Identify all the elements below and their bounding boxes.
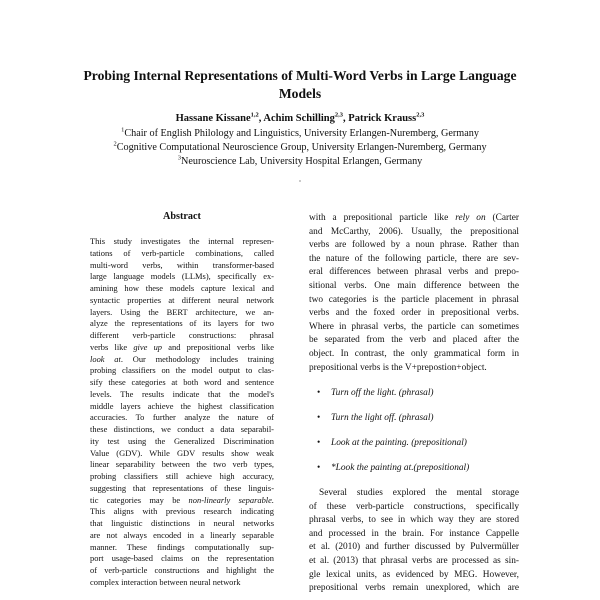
body-line: et al. (2010) and further discussed by Pulvermüller xyxy=(309,542,519,553)
abstract-line: are not always encoded in a linearly separable xyxy=(90,529,274,540)
abstract-line: large language models (LLMs), specifically ex- xyxy=(90,271,274,282)
body-line: phrasal verbs, to see in which way they are stored xyxy=(309,515,519,526)
title-line-2: Models xyxy=(278,86,322,101)
affiliation-line xyxy=(40,155,560,169)
bullet-icon: • xyxy=(317,412,321,423)
body-line: and processed in the brain. For instance Cappelle xyxy=(309,528,519,539)
example-sentence: *Look the painting at.(prepositional) xyxy=(331,462,470,473)
example-give-up: give up xyxy=(133,341,163,352)
abstract-text: verbs like xyxy=(90,341,134,352)
example-list xyxy=(309,387,519,476)
abstract-text: tic categories may be xyxy=(90,494,189,505)
abstract-line: sify these categories at both word and sentence xyxy=(90,377,274,387)
abstract-line xyxy=(90,495,274,507)
example-rely-on: rely on xyxy=(455,213,486,223)
abstract-line: This study investigates the internal represen- xyxy=(90,236,274,246)
abstract-line: different verb-particle constructions: phrasal xyxy=(90,330,274,340)
body-line: be separated from the verb and placed after the xyxy=(309,335,519,346)
abstract-line: that linguistic distinctions in neural networks xyxy=(90,518,274,528)
abstract-line: probing classifiers on the model output to clas- xyxy=(90,365,274,376)
abstract-line: port usage-based claims on the representation xyxy=(90,553,274,564)
affiliation-marker: 3 xyxy=(177,154,181,162)
body-line: eral differences between phrasal verbs and prepo- xyxy=(309,267,519,278)
affiliation-line xyxy=(40,127,560,141)
abstract-line: probing classifiers still achieve high accuracy, xyxy=(90,471,274,481)
body-line: prepositional verbs remain unexplored, which are xyxy=(309,583,519,594)
example-sentence: Turn the light off. (phrasal) xyxy=(331,412,434,423)
body-line: sitional verbs. One main difference between the xyxy=(309,280,519,291)
abstract-line: look at. Our methodology includes training xyxy=(90,353,275,364)
affiliation-marker: 1 xyxy=(121,126,125,134)
author-name: Achim Schilling xyxy=(263,113,335,124)
example-look-at: look at xyxy=(90,353,121,364)
body-line: two categories is the particle placement in phrasal xyxy=(309,294,519,305)
abstract-line: Value (GDV). While GDV results show weak xyxy=(90,447,274,458)
abstract-line: accuracies. To further analyze the nature of xyxy=(90,412,274,423)
example-sentence: Turn off the light. (phrasal) xyxy=(331,387,434,398)
abstract-text: and prepositional verbs like xyxy=(162,341,274,352)
body-line: et al. (2013) that phrasal verbs are processed as sin- xyxy=(309,555,519,566)
abstract-line: alyze the representations of its layers for two xyxy=(90,318,274,329)
body-line: Several studies explored the mental storage xyxy=(319,488,519,498)
body-line: verbs and the foxed order in prepositional verbs. xyxy=(309,308,519,319)
abstract-line: syntactic properties at different neural network xyxy=(90,294,274,305)
abstract-heading: Abstract xyxy=(163,211,201,222)
abstract-line xyxy=(90,342,274,354)
abstract-line: of verb-particle constructions and highlight the xyxy=(90,565,274,575)
abstract-line: amining how these models capture lexical and xyxy=(90,283,274,293)
abstract-line: multi-word verbs, within transformer-based xyxy=(90,259,274,270)
affiliation-line xyxy=(40,141,560,155)
example-item xyxy=(309,387,519,401)
abstract-line: This aligns with previous research indicating xyxy=(90,506,274,517)
body-line: the nature of the following particle, there are sev- xyxy=(309,253,519,264)
abstract-line: levels. The results indicate that the model's xyxy=(90,388,274,399)
body-line: object. In contrast, the only grammatical form in xyxy=(309,348,519,359)
abstract-line: manner. These findings computationally sup- xyxy=(90,541,274,552)
affiliation-list xyxy=(40,127,560,169)
example-item xyxy=(309,412,519,426)
citation-fragment: (Carter xyxy=(485,213,520,223)
non-linearly-separable-phrase: non-linearly separable. xyxy=(188,494,274,505)
body-text: with a prepositional particle like xyxy=(309,213,456,223)
author-list: Hassane Kissane$^{1,2}$, Achim Schilling$^{2,3}$, Patrick Krauss$^{2,3}$ xyxy=(175,111,425,124)
body-line: of these verb-particle constructions, specifically xyxy=(309,501,519,512)
body-line xyxy=(309,212,519,226)
decorative-dot xyxy=(299,180,301,182)
author-affil-marker: 1,2 xyxy=(250,111,259,119)
abstract-line: middle layers achieve the highest classification xyxy=(90,400,274,411)
title-line-1: Probing Internal Representations of Multi-Word Verbs in Large Language xyxy=(83,68,517,83)
abstract-line: suggesting that representations of these linguis- xyxy=(90,482,274,493)
bullet-icon: • xyxy=(317,387,321,398)
affiliation-text: Chair of English Philology and Linguistics, University Erlangen-Nuremberg, Germany xyxy=(124,128,479,139)
abstract-line: linear separability between the two verb types, xyxy=(90,459,274,470)
author-affil-marker: 2,3 xyxy=(416,111,425,119)
abstract-line: complex interaction between neural network xyxy=(90,576,241,587)
affiliation-text: Cognitive Computational Neuroscience Group, University Erlangen-Nuremberg, Germany xyxy=(116,142,487,153)
example-item xyxy=(309,462,519,476)
abstract-line: layers. Using the BERT architecture, we an- xyxy=(90,306,274,317)
example-sentence: Look at the painting. (prepositional) xyxy=(331,437,467,448)
body-line: and McCarthy, 2006). Usually, the prepositional xyxy=(309,226,519,237)
example-item xyxy=(309,437,519,451)
body-line: prepositional verbs is the V+prepostion+object. xyxy=(309,362,487,373)
bullet-icon: • xyxy=(317,437,321,448)
abstract-line: these distinctions, we conduct a data separabil- xyxy=(90,424,274,434)
author-affil-marker: 2,3 xyxy=(334,111,344,119)
abstract-body xyxy=(90,236,274,589)
paper-title xyxy=(40,67,560,103)
author-name: Patrick Krauss xyxy=(348,113,417,124)
bullet-icon: • xyxy=(317,462,321,473)
body-line: Where in phrasal verbs, the particle can sometimes xyxy=(309,321,519,332)
right-column xyxy=(309,212,519,596)
author-name: Hassane Kissane xyxy=(175,113,251,124)
body-line: gle lexical units, as evidenced by MEG. However, xyxy=(309,569,519,580)
affiliation-marker: 2 xyxy=(113,140,117,148)
body-line: verbs are followed by a noun phrase. Rather than xyxy=(309,240,519,251)
affiliation-text: Neuroscience Lab, University Hospital Erlangen, Germany xyxy=(180,156,423,167)
abstract-line: ity test using the Generalized Discrimination xyxy=(90,435,274,446)
abstract-line: tations of verb-particle combinations, called xyxy=(90,247,274,258)
